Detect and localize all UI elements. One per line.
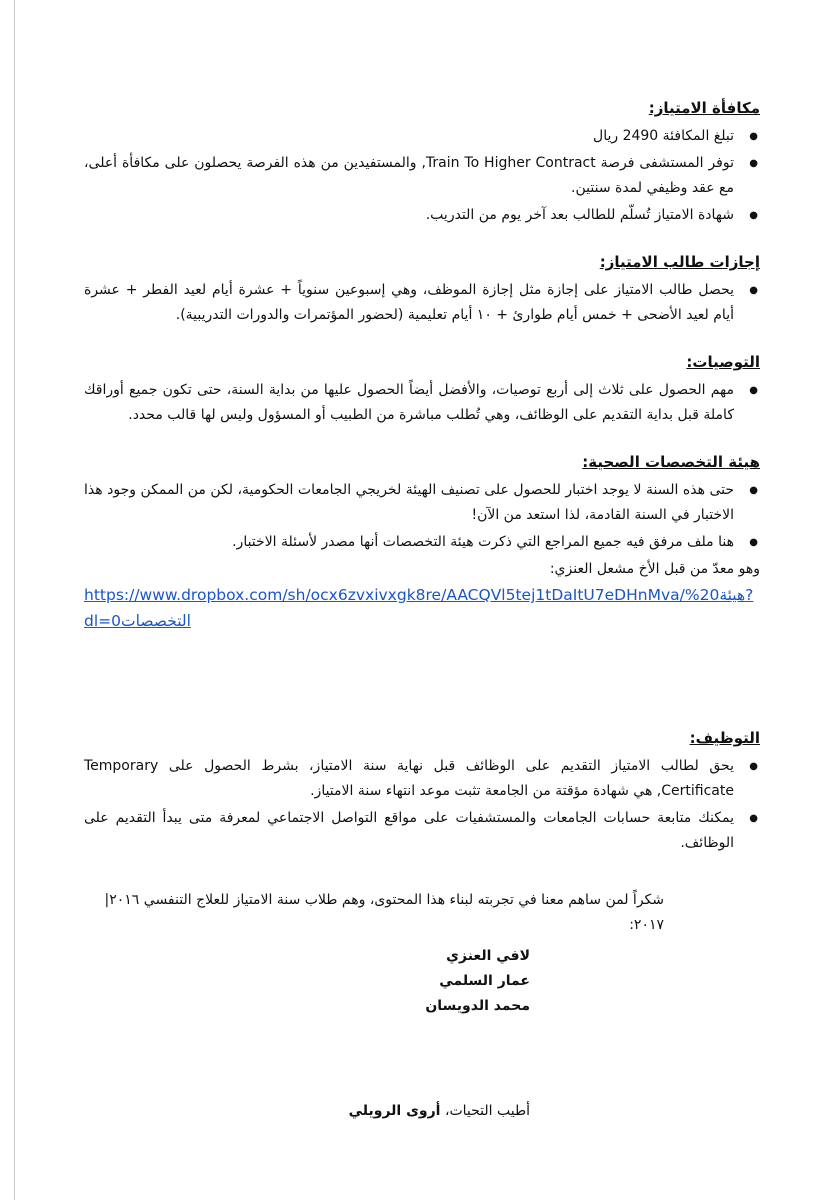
contributor-name: محمد الدويسان — [425, 998, 530, 1014]
signoff-greeting: أطيب التحيات، — [444, 1103, 530, 1119]
list-item: ● يحصل طالب الامتياز على إجازة مثل إجازة الموظف، وهي إسبوعين سنوياً + عشرة أيام لعيد الفطر + عشرة أيام لعيد الأضحى + خمس أيام طوارئ + ١٠ أيام تعليمية (لحضور المؤتمرات والدورات التدريبية). — [84, 278, 734, 328]
page-edge — [14, 0, 15, 1200]
section-heading: مكافأة الامتياز: — [648, 99, 760, 117]
contributor-name: لافي العنزي — [446, 948, 530, 964]
link-note: وهو معدّ من قبل الأخ مشعل العنزي: — [549, 561, 760, 577]
thanks-text: شكراً لمن ساهم معنا في تجربته لبناء هذا المحتوى، وهم طلاب سنة الامتياز للعلاج التنفسي ٢٠١٦|٢٠١٧: — [104, 892, 664, 933]
list-item: ● حتى هذه السنة لا يوجد اختبار للحصول على تصنيف الهيئة لخريجي الجامعات الحكومية، لكن من الممكن وجود هذا الاختبار في السنة القادمة، لذا استعد من الآن! — [84, 478, 734, 528]
section-heading: إجازات طالب الامتياز: — [599, 253, 760, 271]
list-item: ● توفر المستشفى فرصة Train To Higher Contract, والمستفيدين من هذه الفرصة يحصلون على مكافأة أعلى، مع عقد وظيفي لمدة سنتين. — [84, 151, 734, 201]
section-heading: هيئة التخصصات الصحية: — [582, 453, 760, 471]
dropbox-link[interactable]: https://www.dropbox.com/sh/ocx6zvxivxgk8re/AACQVl5tej1tDaItU7eDHnMva/%هيئة20?dl=0التخصصات — [84, 586, 754, 630]
list-item: ● يحق لطالب الامتياز التقديم على الوظائف قبل نهاية سنة الامتياز، بشرط الحصول على Temporary Certificate, هي شهادة مؤقتة من الجامعة تثبت موعد انتهاء سنة الامتياز. — [84, 754, 734, 804]
section-heading: التوصيات: — [686, 353, 760, 371]
document-body — [84, 96, 760, 1124]
bullet-list — [84, 278, 760, 328]
contributors-list — [84, 944, 760, 1019]
list-item: ● شهادة الامتياز تُسلّم للطالب بعد آخر يوم من التدريب. — [84, 203, 734, 228]
section-intern-leave — [84, 250, 760, 328]
section-health-specialties — [84, 450, 760, 634]
signoff — [84, 1099, 760, 1124]
list-item: ● هنا ملف مرفق فيه جميع المراجع التي ذكرت هيئة التخصصات أنها مصدر لأسئلة الاختبار. — [84, 530, 734, 555]
contributor-name: عمار السلمي — [439, 973, 530, 989]
bullet-list — [84, 754, 760, 856]
section-heading: التوظيف: — [689, 729, 760, 747]
bullet-list — [84, 478, 760, 555]
section-recommendations — [84, 350, 760, 428]
list-item: ● مهم الحصول على ثلاث إلى أربع توصيات، والأفضل أيضاً الحصول عليها من بداية السنة، حتى تكون جميع أوراقك كاملة قبل بداية التقديم على الوظائف، وهي تُطلب مباشرة من الطبيب أو المسؤول وليس لها قالب محدد. — [84, 378, 734, 428]
bullet-list — [84, 378, 760, 428]
signoff-name: أروى الرويلي — [348, 1103, 441, 1119]
list-item: ● يمكنك متابعة حسابات الجامعات والمستشفيات على مواقع التواصل الاجتماعي لمعرفة متى يبدأ التقديم على الوظائف. — [84, 806, 734, 856]
bullet-list — [84, 124, 760, 228]
section-employment — [84, 726, 760, 856]
list-item: ● تبلغ المكافئة 2490 ريال — [84, 124, 734, 149]
spacer — [84, 656, 760, 726]
section-internship-reward — [84, 96, 760, 228]
